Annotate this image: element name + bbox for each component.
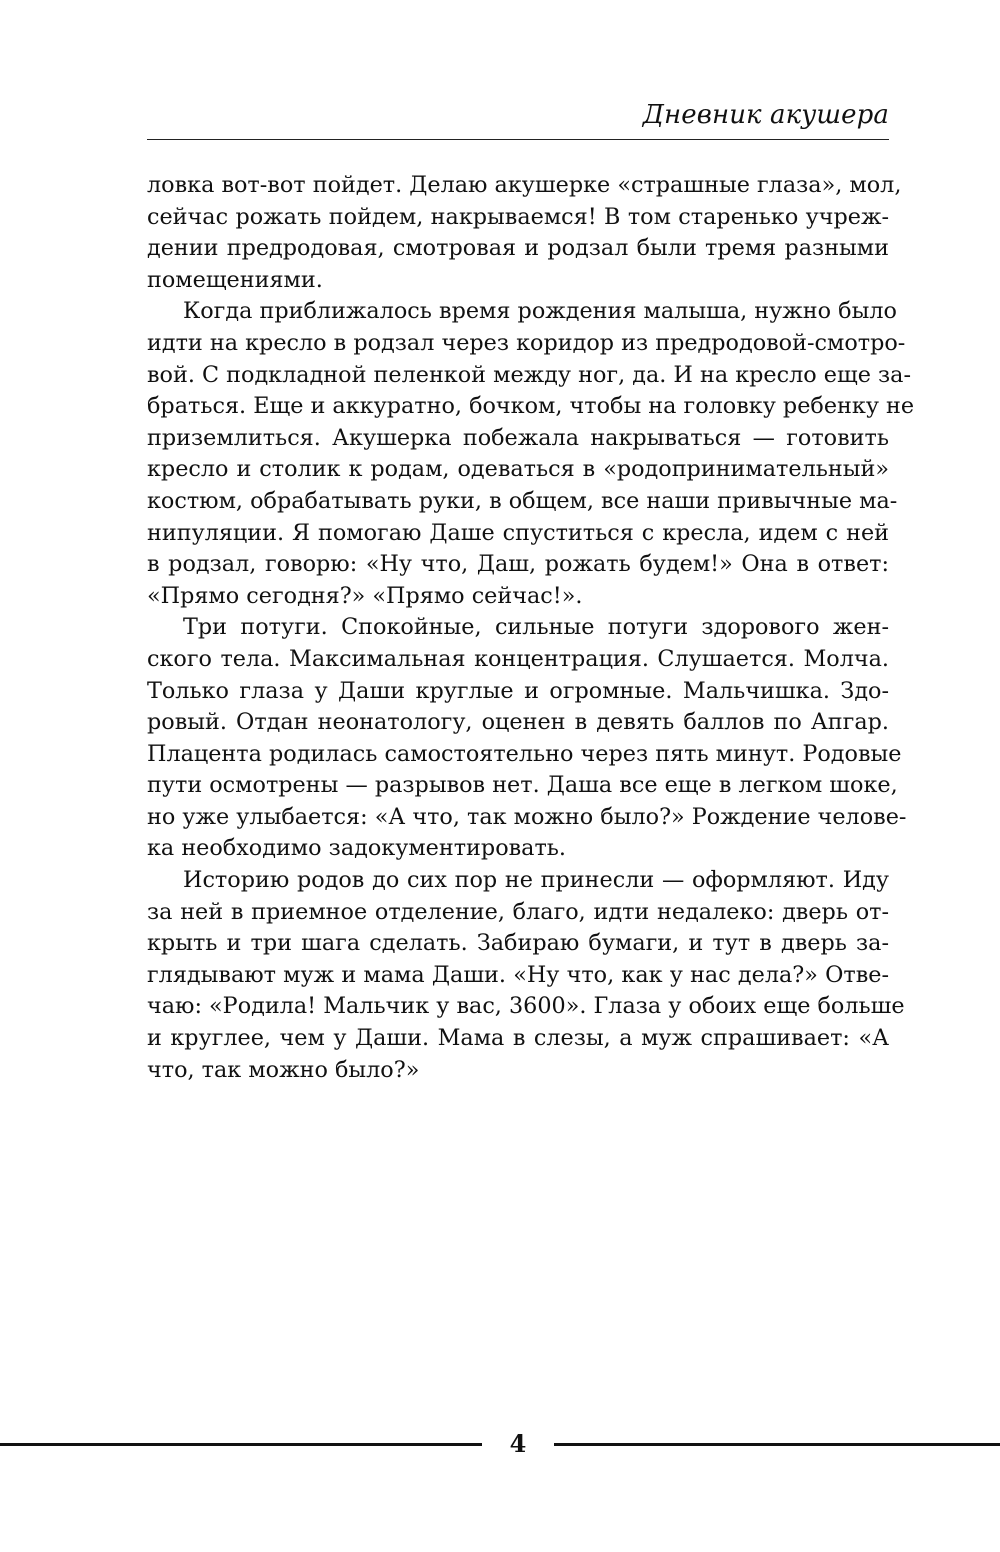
text-line: пути осмотрены — разрывов нет. Даша все еще в легком шоке,	[147, 772, 898, 799]
text-line: сейчас рожать пойдем, накрываемся! В том старенько учреж-	[147, 203, 889, 230]
paragraph	[147, 296, 915, 612]
footer-rule-right	[554, 1443, 1000, 1446]
footer-rule-left	[0, 1443, 482, 1446]
text-line: Плацента родилась самостоятельно через пять минут. Родовые	[147, 740, 902, 767]
text-line: Три потуги. Спокойные, сильные потуги здорового жен-	[183, 614, 889, 641]
paragraph	[147, 170, 902, 296]
text-line: приземлиться. Акушерка побежала накрываться — готовить	[147, 424, 889, 451]
text-line: чаю: «Родила! Мальчик у вас, 3600». Глаза у обоих еще больше	[147, 993, 905, 1020]
text-line: костюм, обрабатывать руки, в общем, все наши привычные ма-	[147, 487, 898, 514]
text-line: за ней в приемное отделение, благо, идти недалеко: дверь от-	[147, 898, 889, 925]
text-line: Только глаза у Даши круглые и огромные. Мальчишка. Здо-	[147, 677, 889, 704]
running-header	[147, 92, 889, 140]
text-line: помещениями.	[147, 266, 323, 293]
text-line: ка необходимо задокументировать.	[147, 835, 567, 862]
text-line: ровый. Отдан неонатологу, оценен в девять баллов по Апгар.	[147, 709, 889, 736]
text-line: идти на кресло в родзал через коридор из предродовой-смотро-	[147, 329, 906, 356]
text-line: и круглее, чем у Даши. Мама в слезы, а муж спрашивает: «А	[147, 1025, 889, 1052]
text-line: что, так можно было?»	[147, 1056, 420, 1083]
text-line: кресло и столик к родам, одеваться в «родопринимательный»	[147, 456, 889, 483]
text-line: вой. С подкладной пеленкой между ног, да. И на кресло еще за-	[147, 361, 911, 388]
page-number: 4	[509, 1429, 527, 1458]
paragraph	[147, 612, 907, 865]
text-line: ловка вот-вот пойдет. Делаю акушерке «страшные глаза», мол,	[147, 172, 902, 198]
text-line: Историю родов до сих пор не принесли — оформляют. Иду	[183, 867, 889, 894]
text-line: Когда приближалось время рождения малыша, нужно было	[183, 298, 897, 325]
page-body	[147, 170, 915, 1086]
book-title: Дневник акушера	[642, 100, 889, 130]
text-line: ского тела. Максимальная концентрация. Слушается. Молча.	[147, 645, 889, 672]
text-line: глядывают муж и мама Даши. «Ну что, как у нас дела?» Отве-	[147, 961, 889, 988]
text-line: в родзал, говорю: «Ну что, Даш, рожать будем!» Она в ответ:	[147, 551, 889, 578]
text-line: нипуляции. Я помогаю Даше спуститься с кресла, идем с ней	[147, 519, 889, 546]
paragraph	[147, 865, 905, 1086]
text-line: но уже улыбается: «А что, так можно было?» Рождение челове-	[147, 803, 907, 830]
text-line: дении предродовая, смотровая и родзал были тремя разными	[147, 235, 889, 262]
text-line: «Прямо сегодня?» «Прямо сейчас!».	[147, 582, 583, 609]
text-line: крыть и три шага сделать. Забираю бумаги, и тут в дверь за-	[147, 930, 889, 957]
text-line: браться. Еще и аккуратно, бочком, чтобы на головку ребенку не	[147, 393, 915, 420]
